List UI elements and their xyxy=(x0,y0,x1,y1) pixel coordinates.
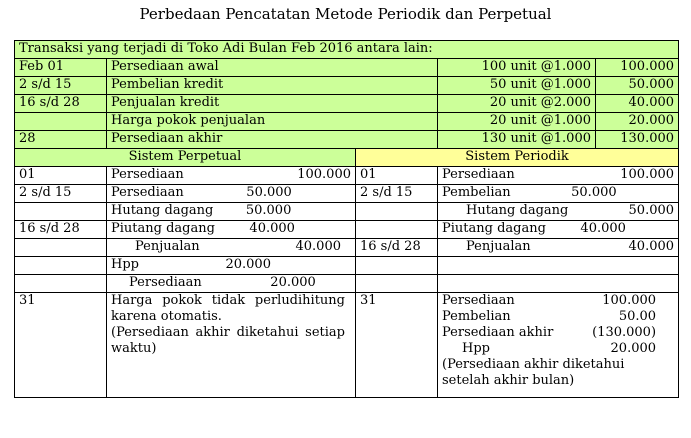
perpetual-amount: 20.000 xyxy=(270,275,316,290)
page-title: Perbedaan Pencatatan Metode Periodik dan Perpetual xyxy=(139,5,552,23)
periodic-account: Hpp xyxy=(462,341,490,356)
transaction-date: 2 s/d 15 xyxy=(15,77,107,95)
periodic-note: (Persediaan akhir diketahui setelah akhir bulan) xyxy=(442,357,625,388)
journal-row xyxy=(15,167,679,185)
perpetual-note-text: Harga pokok tidak perludihitung karena otomatis. xyxy=(111,293,345,324)
comparison-table xyxy=(14,40,679,398)
transaction-date: 28 xyxy=(15,131,107,149)
transaction-desc: Harga pokok penjualan xyxy=(107,113,438,131)
transaction-desc: Persediaan awal xyxy=(107,59,438,77)
periodic-date: 01 xyxy=(356,167,438,185)
transaction-date: Feb 01 xyxy=(15,59,107,77)
transaction-total: 100.000 xyxy=(596,59,679,77)
transaction-qty: 20 unit @2.000 xyxy=(438,95,596,113)
perpetual-account: Piutang dagang xyxy=(111,221,215,236)
intro-text: Transaksi yang terjadi di Toko Adi Bulan Feb 2016 antara lain: xyxy=(15,41,679,59)
periodic-account: Penjualan xyxy=(466,239,531,254)
periodic-account: Persediaan xyxy=(442,167,515,182)
journal-row xyxy=(15,203,679,221)
periodic-amount: 100.000 xyxy=(602,293,657,308)
transaction-total: 130.000 xyxy=(596,131,679,149)
system-header-row xyxy=(15,149,679,167)
transaction-qty: 50 unit @1.000 xyxy=(438,77,596,95)
intro-row xyxy=(15,41,679,59)
periodic-date: 16 s/d 28 xyxy=(356,239,438,257)
transaction-desc: Penjualan kredit xyxy=(107,95,438,113)
transaction-row xyxy=(15,113,679,131)
periodic-date: 2 s/d 15 xyxy=(356,185,438,203)
periodic-amount: 40.000 xyxy=(580,221,626,236)
perpetual-account: Hutang dagang xyxy=(111,203,214,218)
transaction-desc: Persediaan akhir xyxy=(107,131,438,149)
transaction-date xyxy=(15,113,107,131)
transaction-desc: Pembelian kredit xyxy=(107,77,438,95)
transaction-row xyxy=(15,59,679,77)
perpetual-amount: 50.000 xyxy=(246,185,292,200)
perpetual-date: 01 xyxy=(15,167,107,185)
perpetual-amount: 100.000 xyxy=(297,167,351,182)
perpetual-account: Persediaan xyxy=(111,167,184,182)
transaction-row xyxy=(15,77,679,95)
periodic-account: Piutang dagang xyxy=(442,221,546,236)
transaction-total: 50.000 xyxy=(596,77,679,95)
perpetual-note: (Persediaan akhir diketahui setiap waktu) xyxy=(111,325,345,356)
periodic-amount: 50.000 xyxy=(571,185,617,200)
perpetual-amount: 40.000 xyxy=(249,221,295,236)
perpetual-amount: 40.000 xyxy=(295,239,341,254)
perpetual-account: Persediaan xyxy=(111,185,184,200)
journal-row xyxy=(15,221,679,239)
perpetual-date: 16 s/d 28 xyxy=(15,221,107,239)
periodic-account: Pembelian xyxy=(442,309,511,324)
journal-row xyxy=(15,185,679,203)
transaction-qty: 100 unit @1.000 xyxy=(438,59,596,77)
transaction-qty: 20 unit @1.000 xyxy=(438,113,596,131)
journal-row xyxy=(15,239,679,257)
periodic-header: Sistem Periodik xyxy=(356,149,679,167)
perpetual-amount: 50.000 xyxy=(245,203,292,218)
perpetual-account: Penjualan xyxy=(135,239,200,254)
transaction-total: 20.000 xyxy=(596,113,679,131)
periodic-account: Hutang dagang xyxy=(466,203,569,218)
perpetual-date: 2 s/d 15 xyxy=(15,185,107,203)
transaction-total: 40.000 xyxy=(596,95,679,113)
transaction-row xyxy=(15,95,679,113)
perpetual-amount: 20.000 xyxy=(225,257,271,272)
periodic-amount: 50.000 xyxy=(628,203,675,218)
transaction-date: 16 s/d 28 xyxy=(15,95,107,113)
perpetual-date: 31 xyxy=(15,293,107,398)
perpetual-account: Persediaan xyxy=(129,275,202,290)
periodic-account: Pembelian xyxy=(442,185,511,200)
perpetual-header: Sistem Perpetual xyxy=(15,149,356,167)
perpetual-account: Hpp xyxy=(111,257,139,272)
transaction-qty: 130 unit @1.000 xyxy=(438,131,596,149)
periodic-date: 31 xyxy=(356,293,438,398)
periodic-account: Persediaan akhir xyxy=(442,325,554,340)
transaction-row xyxy=(15,131,679,149)
journal-row xyxy=(15,257,679,275)
periodic-amount: 20.000 xyxy=(610,341,657,356)
periodic-account: Persediaan xyxy=(442,293,515,308)
journal-row xyxy=(15,293,679,398)
periodic-amount: 40.000 xyxy=(628,239,675,254)
journal-row xyxy=(15,275,679,293)
periodic-amount: (130.000) xyxy=(592,325,657,340)
periodic-amount: 50.00 xyxy=(618,309,657,324)
periodic-amount: 100.000 xyxy=(620,167,675,182)
